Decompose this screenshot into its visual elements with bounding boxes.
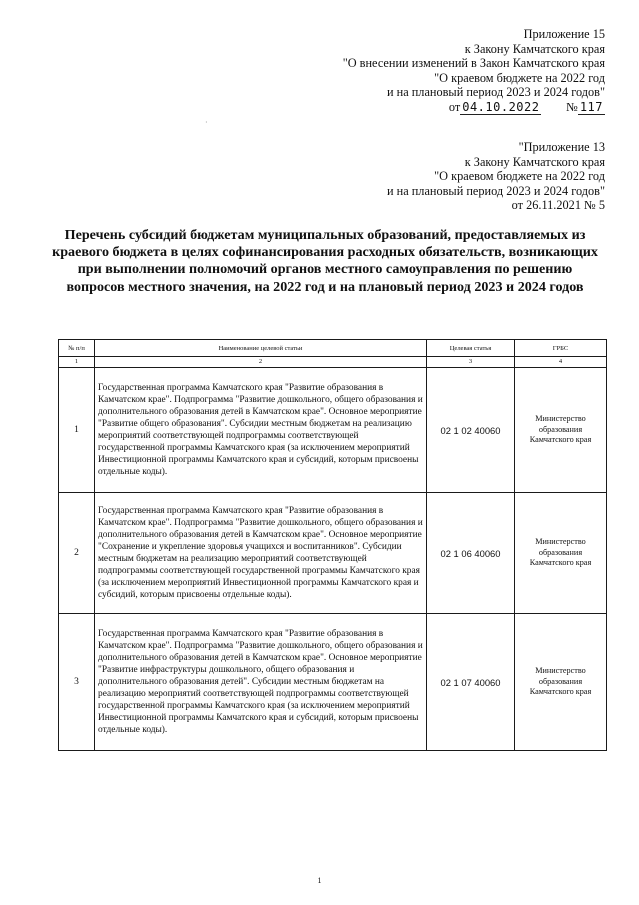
column-header-name: Наименование целевой статьи (95, 340, 427, 357)
table-row (59, 368, 607, 493)
row-grbs: Министерство образования Камчатского края (515, 368, 607, 493)
row-number: 1 (59, 368, 95, 493)
column-number: 4 (515, 357, 607, 368)
row-code: 02 1 06 40060 (427, 493, 515, 614)
law-number: 117 (579, 99, 603, 114)
page-number: 1 (317, 876, 322, 885)
table-header-row (59, 340, 607, 357)
row-code: 02 1 07 40060 (427, 614, 515, 751)
header-line: "О внесении изменений в Закон Камчатского края (342, 56, 605, 71)
row-grbs: Министерство образования Камчатского края (515, 614, 607, 751)
scan-speck: · (205, 118, 208, 127)
column-numbers-row (59, 357, 607, 368)
date-prefix: от (448, 99, 461, 114)
number-prefix: № (566, 99, 578, 114)
row-number: 3 (59, 614, 95, 751)
header-line: Приложение 15 (523, 27, 605, 41)
header-line: к Закону Камчатского края (464, 154, 605, 169)
header-line: "О краевом бюджете на 2022 год (434, 169, 605, 184)
column-number: 2 (95, 357, 427, 368)
row-number: 2 (59, 493, 95, 614)
header-line: от 26.11.2021 № 5 (511, 198, 605, 213)
header-line: и на плановый период 2023 и 2024 годов" (386, 183, 605, 198)
column-number: 3 (427, 357, 515, 368)
row-code: 02 1 02 40060 (427, 368, 515, 493)
column-number: 1 (59, 357, 95, 368)
table-row (59, 493, 607, 614)
column-header-number: № п/п (59, 340, 95, 357)
row-name: Государственная программа Камчатского края "Развитие образования в Камчатском крае". Подпрограмма "Развитие дошкольного, общего образования и дополнительного образования детей в Камчатском крае". Основное мероприятие "Сохранение и укрепление здоровья учащихся и воспитанников". Субсидии местным бюджетам на реализацию мероприятий соответствующей подпрограммы соответствующей государственной программы Камчатского края (за исключением мероприятий Инвестиционной программы Камчатского края и субсидий, которым присвоены отдельные коды). (95, 493, 427, 614)
row-name: Государственная программа Камчатского края "Развитие образования в Камчатском крае". Подпрограмма "Развитие дошкольного, общего образования и дополнительного образования детей в Камчатском крае". Основное мероприятие "Развитие инфраструктуры дошкольного, общего образования и дополнительного образования детей". Субсидии местным бюджетам на реализацию мероприятий соответствующей подпрограммы соответствующей государственной программы Камчатского края (за исключением мероприятий Инвестиционной программы Камчатского края и субсидий, которым присвоены отдельные коды). (95, 614, 427, 751)
original-appendix-header (387, 140, 605, 213)
column-header-code: Целевая статья (427, 340, 515, 357)
law-date: 04.10.2022 (462, 99, 540, 114)
header-line: "О краевом бюджете на 2022 год (434, 70, 605, 85)
header-line: "Приложение 13 (518, 140, 605, 154)
header-line: к Закону Камчатского края (464, 41, 605, 56)
subsidies-table (58, 339, 607, 751)
row-name: Государственная программа Камчатского края "Развитие образования в Камчатском крае". Подпрограмма "Развитие дошкольного, общего образования и дополнительного образования детей в Камчатском крае". Основное мероприятие "Развитие общего образования". Субсидии местным бюджетам на реализацию мероприятий соответствующей подпрограммы соответствующей государственной программы Камчатского края (за исключением мероприятий Инвестиционной программы Камчатского края и субсидий, которым присвоены отдельные коды). (95, 368, 427, 493)
document-title: Перечень субсидий бюджетам муниципальных образований, предоставляемых из краевого бюджета в целях софинансирования расходных обязательств, возникающих при выполнении полномочий органов местного самоуправления по решению вопросов местного значения, на 2022 год и на плановый период 2023 и 2024 годов (52, 227, 598, 295)
row-grbs: Министерство образования Камчатского края (515, 493, 607, 614)
header-line: и на плановый период 2023 и 2024 годов" (386, 85, 605, 100)
amendment-header (343, 27, 605, 115)
header-date-line (343, 100, 605, 115)
column-header-grbs: ГРБС (515, 340, 607, 357)
table-row (59, 614, 607, 751)
